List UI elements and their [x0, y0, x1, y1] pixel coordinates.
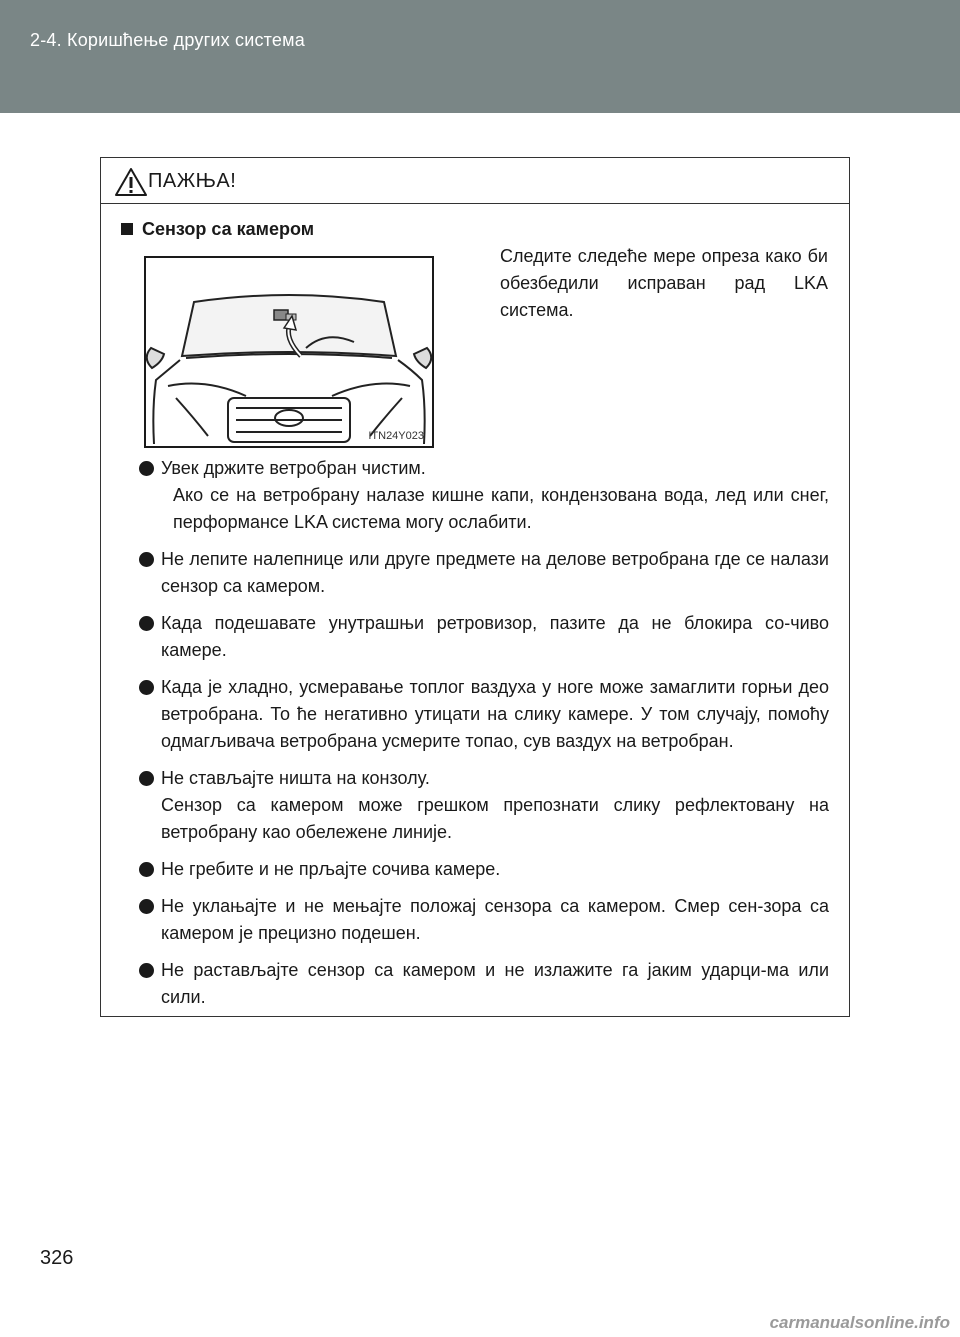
bullet-dot-icon [139, 552, 154, 567]
bullet-dot-icon [139, 899, 154, 914]
bullet-dot-icon [139, 616, 154, 631]
camera-sensor-figure [144, 256, 434, 448]
list-item [139, 455, 829, 536]
list-item [139, 546, 829, 600]
bullet-dot-icon [139, 771, 154, 786]
list-item-text: Када је хладно, усмеравање топлог ваздуха у ноге може замаглити горњи део ветробрана. То ће негативно утицати на слику камере. У том случају, помоћу одмагљивача ветробрана усмерите топао, сув ваздух на ветробран. [161, 677, 829, 751]
page-number: 326 [40, 1247, 74, 1269]
bullet-dot-icon [139, 461, 154, 476]
list-item [139, 674, 829, 755]
list-item [139, 893, 829, 947]
caution-header [101, 158, 849, 204]
windshield-illustration [146, 258, 432, 446]
list-item-text: Када подешавате унутрашњи ретровизор, пазите да не блокира со-чиво камере. [161, 613, 829, 660]
list-item-text: Не уклањајте и не мењајте положај сензора са камером. Смер сен-зора са камером је прецизно подешен. [161, 896, 829, 943]
list-item [139, 765, 829, 846]
warning-icon [114, 167, 148, 197]
footer-watermark[interactable]: carmanualsonline.info [769, 1313, 950, 1332]
section-title [121, 219, 314, 240]
list-item-text: Не растављајте сензор са камером и не излажите га јаким ударци-ма или сили. [161, 960, 829, 1007]
header-band [0, 0, 960, 113]
bullet-dot-icon [139, 680, 154, 695]
precautions-list [139, 455, 829, 1011]
square-bullet-icon [121, 223, 133, 235]
list-item-text: Не стављајте ништа на конзолу. [161, 768, 430, 788]
caution-title: ПАЖЊА! [148, 170, 237, 192]
list-item-text: Не гребите и не прљајте сочива камере. [161, 859, 501, 879]
list-item-text: Не лепите налепнице или друге предмете на делове ветробрана где се налази сензор са камером. [161, 549, 829, 596]
section-title-text: Сензор са камером [142, 219, 315, 239]
bullet-dot-icon [139, 963, 154, 978]
list-item-detail: Ако се на ветробрану налазе кишне капи, кондензована вода, лед или снег, перформансе LKA система могу ослабити. [173, 485, 829, 532]
list-item-text: Увек држите ветробран чистим. [161, 458, 426, 478]
intro-text: Следите следеће мере опреза како би обезбедили исправан рад LKA система. [500, 246, 828, 320]
list-item [139, 856, 829, 883]
caution-box [100, 157, 850, 1017]
bullet-dot-icon [139, 862, 154, 877]
section-header: 2-4. Коришћење других система [30, 30, 305, 50]
list-item [139, 610, 829, 664]
list-item [139, 957, 829, 1011]
figure-code: ITN24Y023 [368, 430, 424, 442]
list-item-detail: Сензор са камером може грешком препознати слику рефлектовану на ветробрану као обележене линије. [161, 795, 829, 842]
